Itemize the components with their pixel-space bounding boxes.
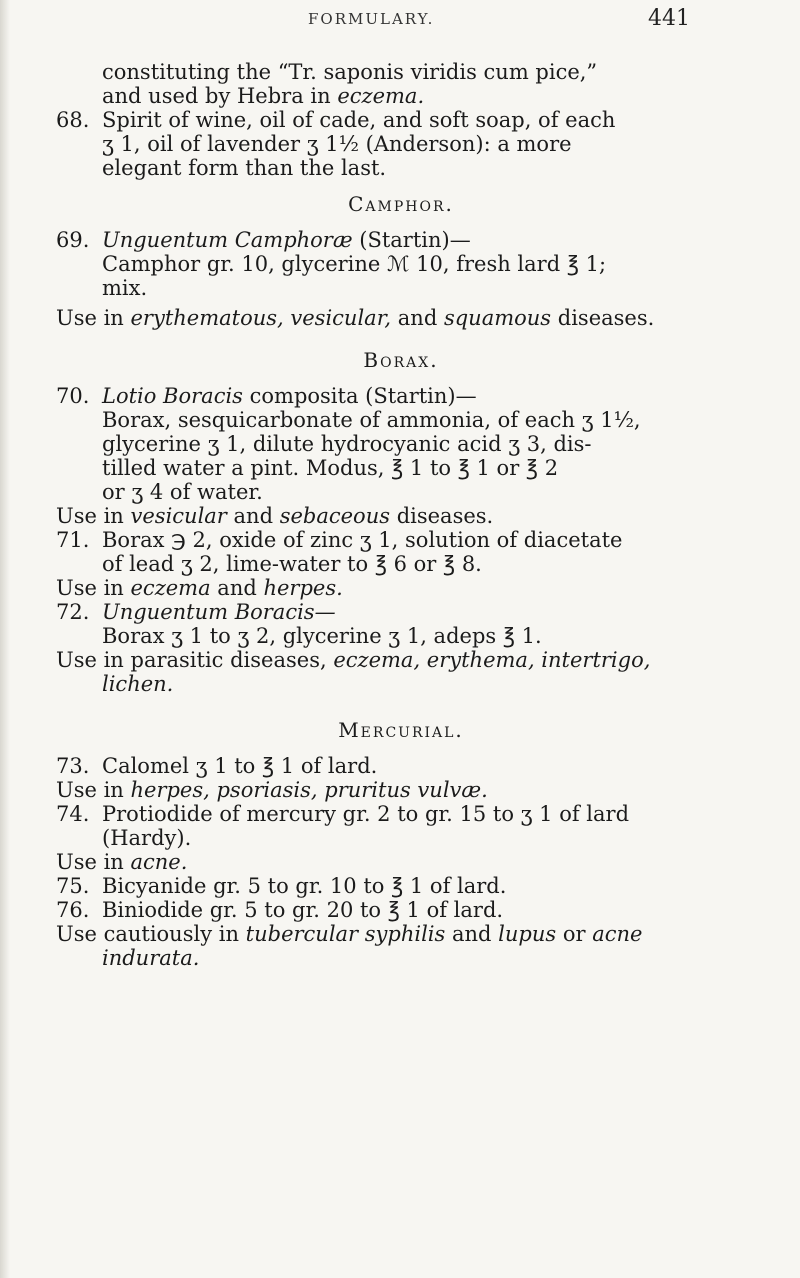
italic-span: Lotio Boracis: [102, 384, 243, 408]
running-head: FORMULARY.: [308, 10, 435, 28]
formula-number: 74.: [56, 802, 90, 826]
formula-number: 73.: [56, 754, 90, 778]
formula-71: [56, 528, 746, 576]
formula-number: 75.: [56, 874, 90, 898]
text-line: [56, 946, 746, 970]
usage-line: [56, 850, 746, 874]
text-span: Use in: [56, 778, 131, 802]
italic-span: Unguentum Boracis—: [102, 600, 336, 624]
text-line: Borax ℈ 2, oxide of zinc ʒ 1, solution of diacetate: [102, 528, 623, 552]
text-span: Use in parasitic diseases,: [56, 648, 334, 672]
usage-line: [56, 778, 746, 802]
text-span: and: [226, 504, 280, 528]
italic-span: vesicular: [130, 504, 227, 528]
italic-span: lichen.: [102, 672, 174, 696]
italic-span: tubercular syphilis: [245, 922, 446, 946]
text-line: [56, 84, 746, 108]
section-title-camphor: Camphor.: [348, 192, 454, 216]
text-line: Borax ʒ 1 to ʒ 2, glycerine ʒ 1, adeps ℥ 1.: [102, 624, 542, 648]
text-line: tilled water a pint. Modus, ℥ 1 to ℥ 1 or ℥ 2: [102, 456, 559, 480]
formula-74: [56, 802, 746, 850]
usage-line: [56, 306, 746, 330]
formula-75: [56, 874, 746, 898]
text-span: (Startin)—: [352, 228, 471, 252]
text-line: Protiodide of mercury gr. 2 to gr. 15 to ʒ 1 of lard: [102, 802, 630, 826]
text-line: mix.: [102, 276, 148, 300]
page-gutter-shadow: [0, 0, 10, 1278]
italic-span: acne.: [130, 850, 188, 874]
text-span: and: [445, 922, 499, 946]
text-line: Spirit of wine, oil of cade, and soft soap, of each: [102, 108, 616, 132]
formula-70: [56, 384, 746, 504]
formula-76: [56, 898, 746, 922]
formula-number: 69.: [56, 228, 90, 252]
text-span: Use in: [56, 576, 131, 600]
text-line: Camphor gr. 10, glycerine ℳ 10, fresh lard ℥ 1;: [102, 252, 607, 276]
formula-73: [56, 754, 746, 778]
text-line: (Hardy).: [102, 826, 192, 850]
text-span: Use in: [56, 306, 131, 330]
text-line: Calomel ʒ 1 to ℥ 1 of lard.: [102, 754, 378, 778]
italic-span: acne: [592, 922, 643, 946]
italic-span: eczema, erythema, intertrigo,: [333, 648, 651, 672]
text-span: Use in: [56, 504, 131, 528]
text-line: [102, 384, 746, 408]
text-line: Bicyanide gr. 5 to gr. 10 to ℥ 1 of lard.: [102, 874, 507, 898]
page-body: [56, 60, 746, 970]
italic-span: herpes.: [263, 576, 343, 600]
text-line: glycerine ʒ 1, dilute hydrocyanic acid ʒ 3, dis-: [102, 432, 592, 456]
text-span: and used by Hebra in: [102, 84, 338, 108]
usage-line: [56, 504, 746, 528]
text-span: constituting the “Tr. saponis viridis cum pice,”: [102, 60, 598, 84]
text-line: [102, 600, 746, 624]
text-span: diseases.: [390, 504, 494, 528]
usage-line: [56, 922, 746, 946]
italic-span: eczema: [130, 576, 211, 600]
formula-68: [56, 108, 746, 180]
formula-72: [56, 600, 746, 648]
text-line: Biniodide gr. 5 to gr. 20 to ℥ 1 of lard.: [102, 898, 504, 922]
page-header: [0, 6, 800, 36]
text-span: Use in: [56, 850, 131, 874]
italic-span: eczema.: [337, 84, 425, 108]
text-line: ʒ 1, oil of lavender ʒ 1½ (Anderson): a more: [102, 132, 572, 156]
section-title-borax: Borax.: [363, 348, 439, 372]
italic-span: herpes, psoriasis, pruritus vulvæ.: [130, 778, 488, 802]
text-line: of lead ʒ 2, lime-water to ℥ 6 or ℥ 8.: [102, 552, 482, 576]
text-span: or: [556, 922, 593, 946]
usage-line: [56, 576, 746, 600]
italic-span: lupus: [498, 922, 557, 946]
section-title-mercurial: Mercurial.: [338, 718, 464, 742]
text-span: Use cautiously in: [56, 922, 246, 946]
text-span: diseases.: [551, 306, 655, 330]
formula-number: 72.: [56, 600, 90, 624]
italic-span: Unguentum Camphoræ: [102, 228, 353, 252]
text-span: composita (Startin)—: [242, 384, 477, 408]
formula-number: 70.: [56, 384, 90, 408]
formula-number: 68.: [56, 108, 90, 132]
italic-span: erythematous, vesicular,: [130, 306, 392, 330]
text-line: [56, 672, 746, 696]
text-line: elegant form than the last.: [102, 156, 387, 180]
page-number: 441: [648, 6, 690, 31]
text-line: or ʒ 4 of water.: [102, 480, 263, 504]
italic-span: indurata.: [102, 946, 200, 970]
italic-span: squamous: [443, 306, 552, 330]
text-span: and: [391, 306, 444, 330]
italic-span: sebaceous: [279, 504, 391, 528]
text-line: Borax, sesquicarbonate of ammonia, of each ʒ 1½,: [102, 408, 641, 432]
formula-number: 71.: [56, 528, 90, 552]
text-line: [56, 60, 746, 84]
text-span: and: [210, 576, 264, 600]
formula-number: 76.: [56, 898, 90, 922]
formula-69: [56, 228, 746, 300]
text-line: [102, 228, 746, 252]
usage-line: [56, 648, 746, 672]
